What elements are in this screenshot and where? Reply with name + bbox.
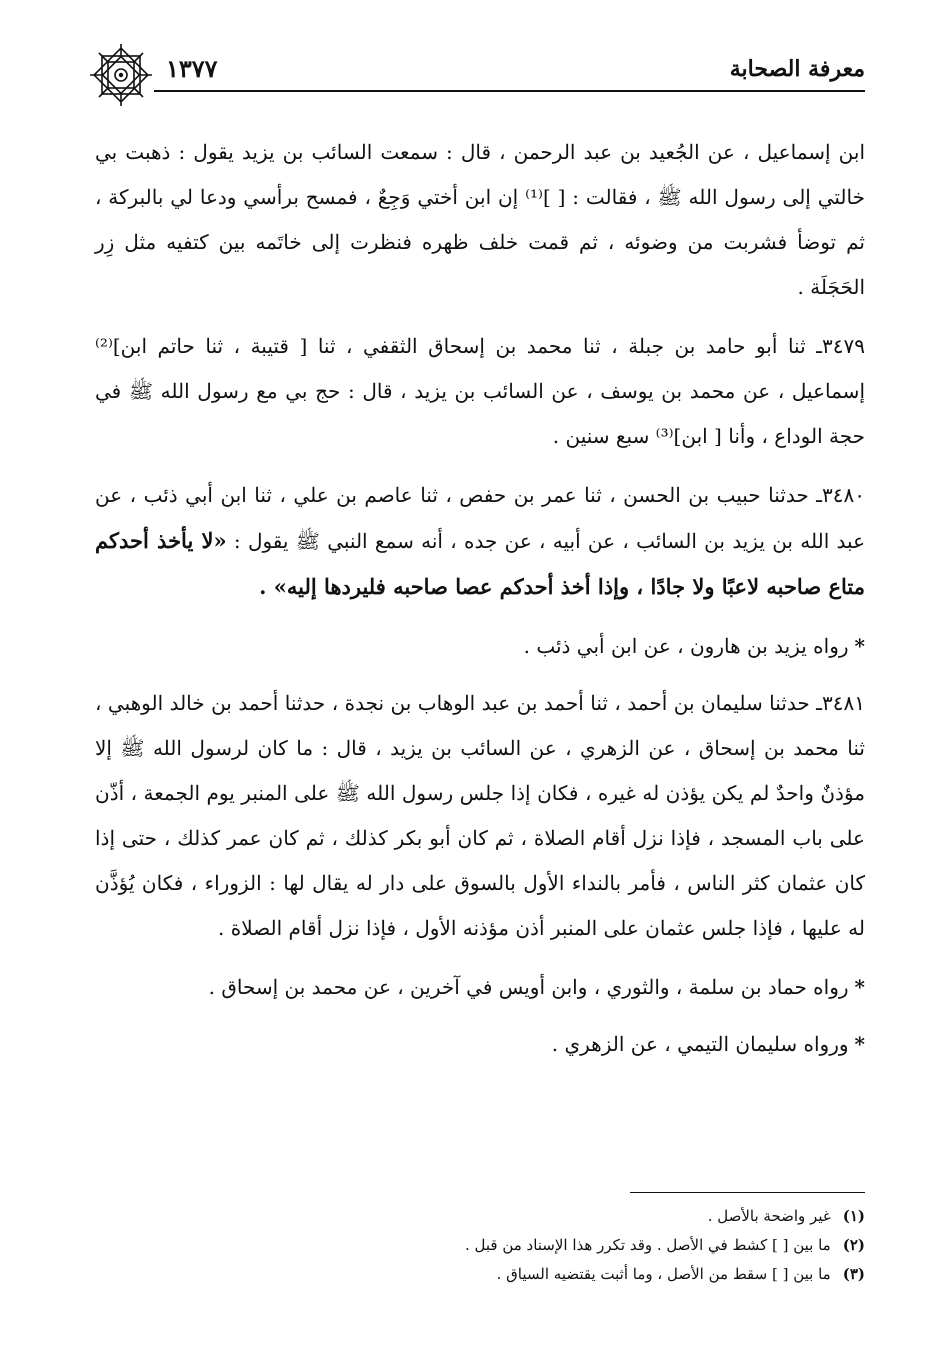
footnote-separator: [630, 1192, 865, 1193]
octagonal-star-ornament-icon: [88, 42, 154, 108]
hadith-number: ٣٤٨١: [822, 691, 865, 715]
footnote-text: ما بين [ ] كشط في الأصل . وقد تكرر هذا الإسناد من قبل .: [464, 1236, 831, 1254]
footnote: [95, 1202, 865, 1231]
book-title: معرفة الصحابة: [729, 56, 865, 82]
page-header: [88, 50, 865, 100]
note-text: ورواه سليمان التيمي ، عن الزهري .: [551, 1032, 849, 1056]
footnote-text: ما بين [ ] سقط من الأصل ، وما أثبت يقتضيه السياق .: [496, 1265, 831, 1283]
hadith-text: ـ حدثنا سليمان بن أحمد ، ثنا أحمد بن عبد الوهاب بن نجدة ، حدثنا أحمد بن خالد الوهبي ، ثنا محمد بن إسحاق ، عن الزهري ، عن السائب بن يزيد ، قال : ما كان لرسول الله ﷺ إلا مؤذنٌ واحدٌ لم يكن يؤذن له غيره ، فكان إذا جلس رسول الله ﷺ على المنبر يوم الجمعة ، أذّن على باب المسجد ، فإذا نزل أقام الصلاة ، ثم كان أبو بكر كذلك ، ثم كان عمر كذلك ، حتى إذا كان عثمان كثر الناس ، فأمر بالنداء الأول بالسوق على دار له يقال لها : الزوراء ، فكان يُؤذَّن له عليها ، فإذا جلس عثمان على المنبر أذن مؤذنه الأول ، فإذا نزل أقام الصلاة .: [95, 691, 865, 940]
footnote: [95, 1260, 865, 1289]
note-text: رواه حماد بن سلمة ، والثوري ، وابن أويس في آخرين ، عن محمد بن إسحاق .: [208, 975, 849, 999]
hadith-3480: [95, 473, 865, 610]
page-number: ١٣٧٧: [166, 54, 218, 83]
note-text: رواه يزيد بن هارون ، عن ابن أبي ذئب .: [523, 634, 849, 658]
hadith-text: ـ حدثنا حبيب بن الحسن ، ثنا عمر بن حفص ، ثنا عاصم بن علي ، ثنا ابن أبي ذئب ، عن عبد الله بن يزيد بن السائب ، عن أبيه ، عن جده ، أنه سمع النبي ﷺ يقول :: [95, 483, 865, 553]
footnote-number: (١): [842, 1207, 865, 1225]
hadith-number: ٣٤٧٩: [822, 334, 865, 358]
main-text: [95, 130, 865, 1079]
footnote-text: غير واضحة بالأصل .: [707, 1207, 831, 1225]
paragraph-text: ابن إسماعيل ، عن الجُعيد بن عبد الرحمن ، قال : سمعت السائب بن يزيد يقول : ذهبت بي خالتي إلى رسول الله ﷺ ، فقالت : [ ]⁽¹⁾ إن ابن أختي وَجِعٌ ، فمسح برأسي ودعا لي بالبركة ، ثم توضأ فشربت من وضوئه ، ثم قمت خلف ظهره فنظرت إلى خاتَمه بين كتفيه مثل زِر الحَجَلَة .: [95, 140, 865, 299]
footnote-number: (٢): [842, 1236, 865, 1254]
paragraph-continuation: [95, 130, 865, 310]
footnote-number: (٣): [842, 1265, 865, 1283]
star-marker: *: [854, 975, 865, 999]
hadith-quote: «لا يأخذ أحدكم متاع صاحبه لاعبًا ولا جادًا ، وإذا أخذ أحدكم عصا صاحبه فليردها إليه» .: [95, 528, 865, 599]
narration-note: [95, 1022, 865, 1067]
hadith-3481: [95, 681, 865, 951]
hadith-text: ـ ثنا أبو حامد بن جبلة ، ثنا محمد بن إسحاق الثقفي ، ثنا [ قتيبة ، ثنا حاتم ابن]⁽²⁾ إسماعيل ، عن محمد بن يوسف ، عن السائب بن يزيد ، قال : حج بي مع رسول الله ﷺ في حجة الوداع ، وأنا [ ابن]⁽³⁾ سبع سنين .: [95, 334, 865, 448]
narration-note: [95, 965, 865, 1010]
hadith-3479: [95, 324, 865, 459]
star-marker: *: [854, 1032, 865, 1056]
hadith-number: ٣٤٨٠: [822, 483, 865, 507]
narration-note: [95, 624, 865, 669]
footnote: [95, 1231, 865, 1260]
header-rule: [154, 90, 865, 92]
star-marker: *: [854, 634, 865, 658]
footnotes: [95, 1202, 865, 1289]
